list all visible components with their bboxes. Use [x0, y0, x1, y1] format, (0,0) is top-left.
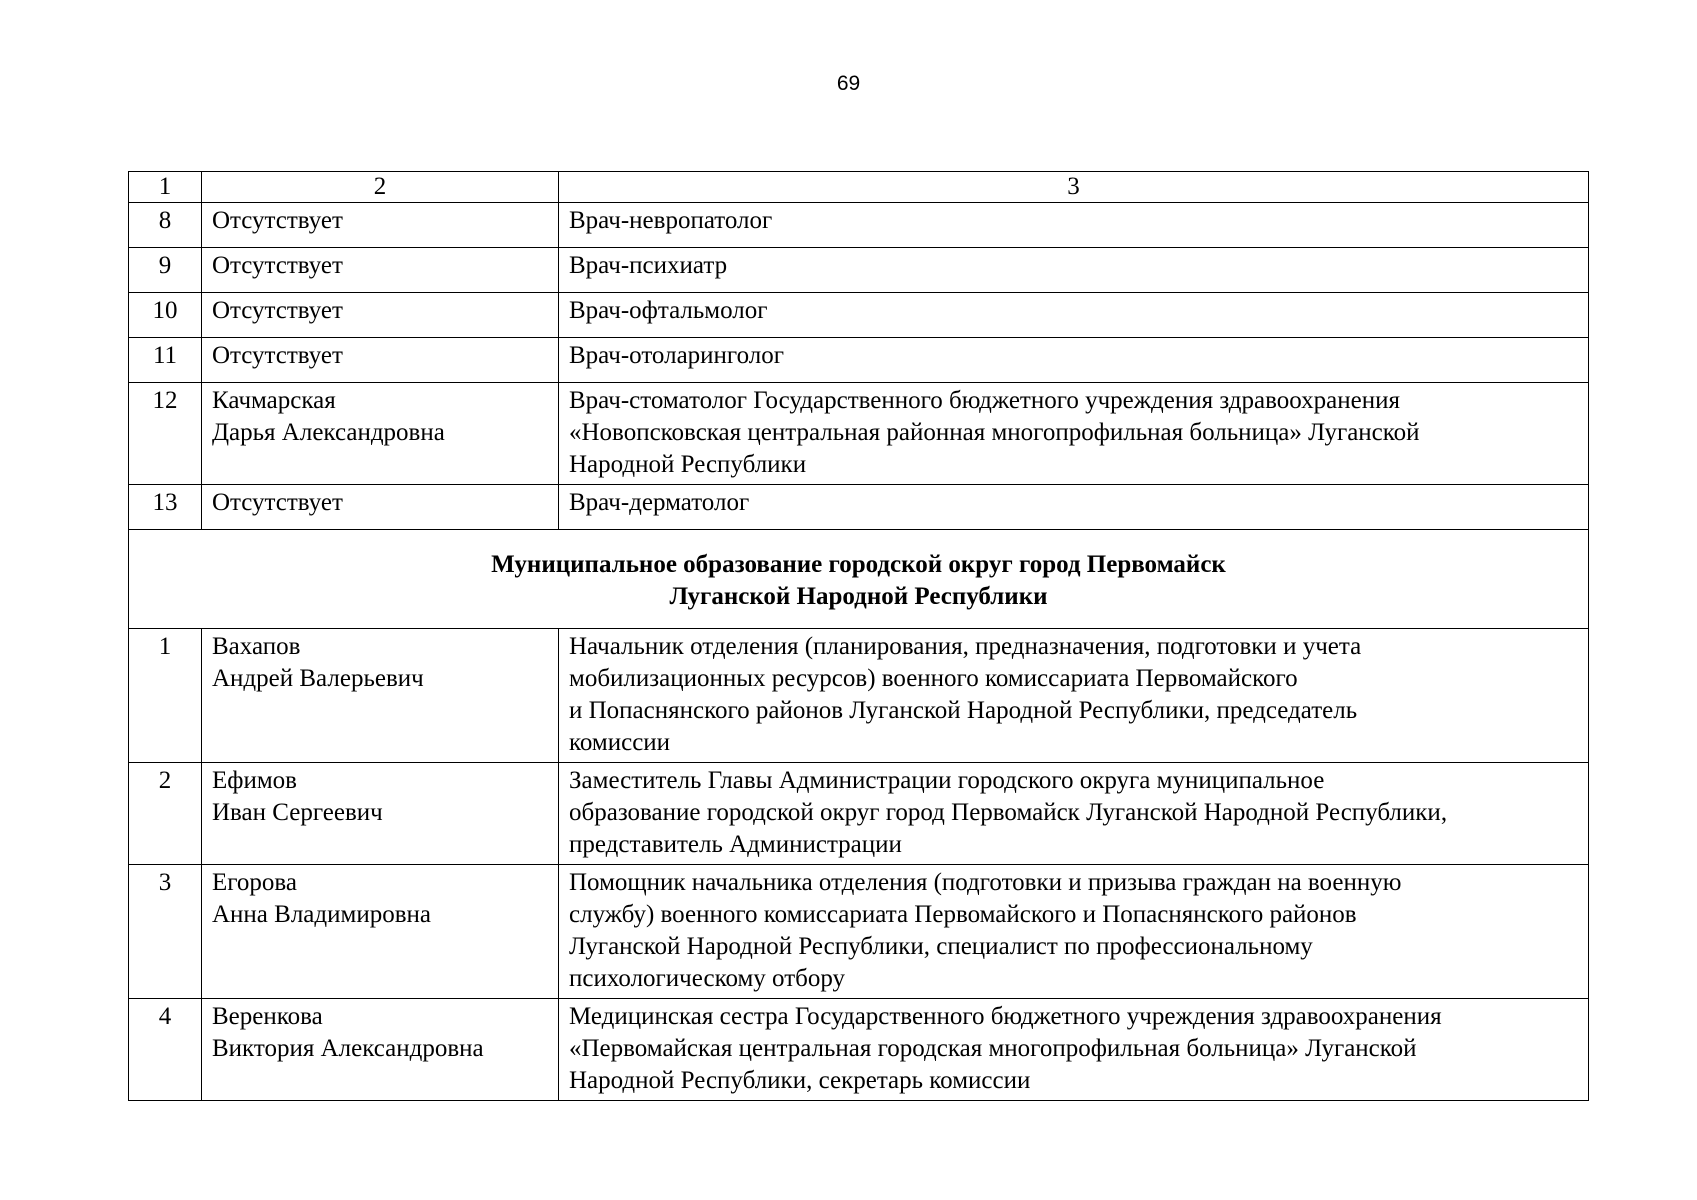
member-name	[202, 999, 559, 1101]
table-row	[129, 865, 1589, 999]
position-line: и Попаснянского районов Луганской Народной Республики, председатель	[569, 697, 1358, 724]
given-names: Виктория Александровна	[212, 1035, 484, 1062]
row-number: 2	[129, 763, 202, 865]
section-heading-line: Муниципальное образование городской округ город Первомайск	[491, 551, 1226, 578]
header-cell-3: 3	[559, 172, 1589, 203]
member-position: Врач-дерматолог	[559, 485, 1589, 530]
member-name	[202, 383, 559, 485]
row-number: 1	[129, 629, 202, 763]
row-number: 8	[129, 203, 202, 248]
row-number: 13	[129, 485, 202, 530]
row-number: 3	[129, 865, 202, 999]
position-line: Врач-стоматолог Государственного бюджетного учреждения здравоохранения	[569, 387, 1400, 414]
row-number: 4	[129, 999, 202, 1101]
member-position	[559, 383, 1589, 485]
row-number: 11	[129, 338, 202, 383]
position-line: образование городской округ город Первомайск Луганской Народной Республики,	[569, 799, 1448, 826]
position-line: «Новопсковская центральная районная многопрофильная больница» Луганской	[569, 419, 1420, 446]
position-line: «Первомайская центральная городская многопрофильная больница» Луганской	[569, 1035, 1417, 1062]
table-row	[129, 248, 1589, 293]
row-number: 12	[129, 383, 202, 485]
table-row	[129, 763, 1589, 865]
surname: Качмарская	[212, 387, 336, 414]
member-position: Врач-психиатр	[559, 248, 1589, 293]
member-name: Отсутствует	[202, 338, 559, 383]
table-row	[129, 203, 1589, 248]
section-heading-line: Луганской Народной Республики	[669, 583, 1048, 610]
row-number: 10	[129, 293, 202, 338]
position-line: службу) военного комиссариата Первомайского и Попаснянского районов	[569, 901, 1357, 928]
member-name: Отсутствует	[202, 293, 559, 338]
position-line: Заместитель Главы Администрации городского округа муниципальное	[569, 767, 1325, 794]
member-position	[559, 629, 1589, 763]
table-row	[129, 629, 1589, 763]
page-number: 69	[836, 72, 861, 95]
member-position	[559, 865, 1589, 999]
position-line: психологическому отбору	[569, 965, 846, 992]
position-line: Народной Республики, секретарь комиссии	[569, 1067, 1031, 1094]
member-position	[559, 999, 1589, 1101]
header-cell-2: 2	[202, 172, 559, 203]
position-line: Медицинская сестра Государственного бюджетного учреждения здравоохранения	[569, 1003, 1442, 1030]
member-name: Отсутствует	[202, 485, 559, 530]
member-name: Отсутствует	[202, 248, 559, 293]
member-name	[202, 865, 559, 999]
member-name	[202, 629, 559, 763]
member-position: Врач-отоларинголог	[559, 338, 1589, 383]
surname: Егорова	[212, 869, 297, 896]
given-names: Андрей Валерьевич	[212, 665, 424, 692]
header-cell-1: 1	[129, 172, 202, 203]
position-line: Народной Республики	[569, 451, 807, 478]
position-line: мобилизационных ресурсов) военного комиссариата Первомайского	[569, 665, 1298, 692]
surname: Вахапов	[212, 633, 301, 660]
member-name	[202, 763, 559, 865]
given-names: Иван Сергеевич	[212, 799, 383, 826]
table-header-row	[129, 172, 1589, 203]
member-position: Врач-офтальмолог	[559, 293, 1589, 338]
member-position	[559, 763, 1589, 865]
table-row	[129, 293, 1589, 338]
commission-table	[128, 171, 1589, 1101]
table-row	[129, 338, 1589, 383]
section-heading-row	[129, 530, 1589, 629]
given-names: Дарья Александровна	[212, 419, 445, 446]
position-line: Начальник отделения (планирования, предназначения, подготовки и учета	[569, 633, 1362, 660]
position-line: Луганской Народной Республики, специалист по профессиональному	[569, 933, 1313, 960]
row-number: 9	[129, 248, 202, 293]
table-row	[129, 485, 1589, 530]
surname: Веренкова	[212, 1003, 323, 1030]
surname: Ефимов	[212, 767, 297, 794]
position-line: комиссии	[569, 729, 671, 756]
table-row	[129, 999, 1589, 1101]
table-row	[129, 383, 1589, 485]
position-line: Помощник начальника отделения (подготовки и призыва граждан на военную	[569, 869, 1402, 896]
position-line: представитель Администрации	[569, 831, 902, 858]
member-position: Врач-невропатолог	[559, 203, 1589, 248]
section-heading	[129, 530, 1589, 629]
given-names: Анна Владимировна	[212, 901, 431, 928]
member-name: Отсутствует	[202, 203, 559, 248]
